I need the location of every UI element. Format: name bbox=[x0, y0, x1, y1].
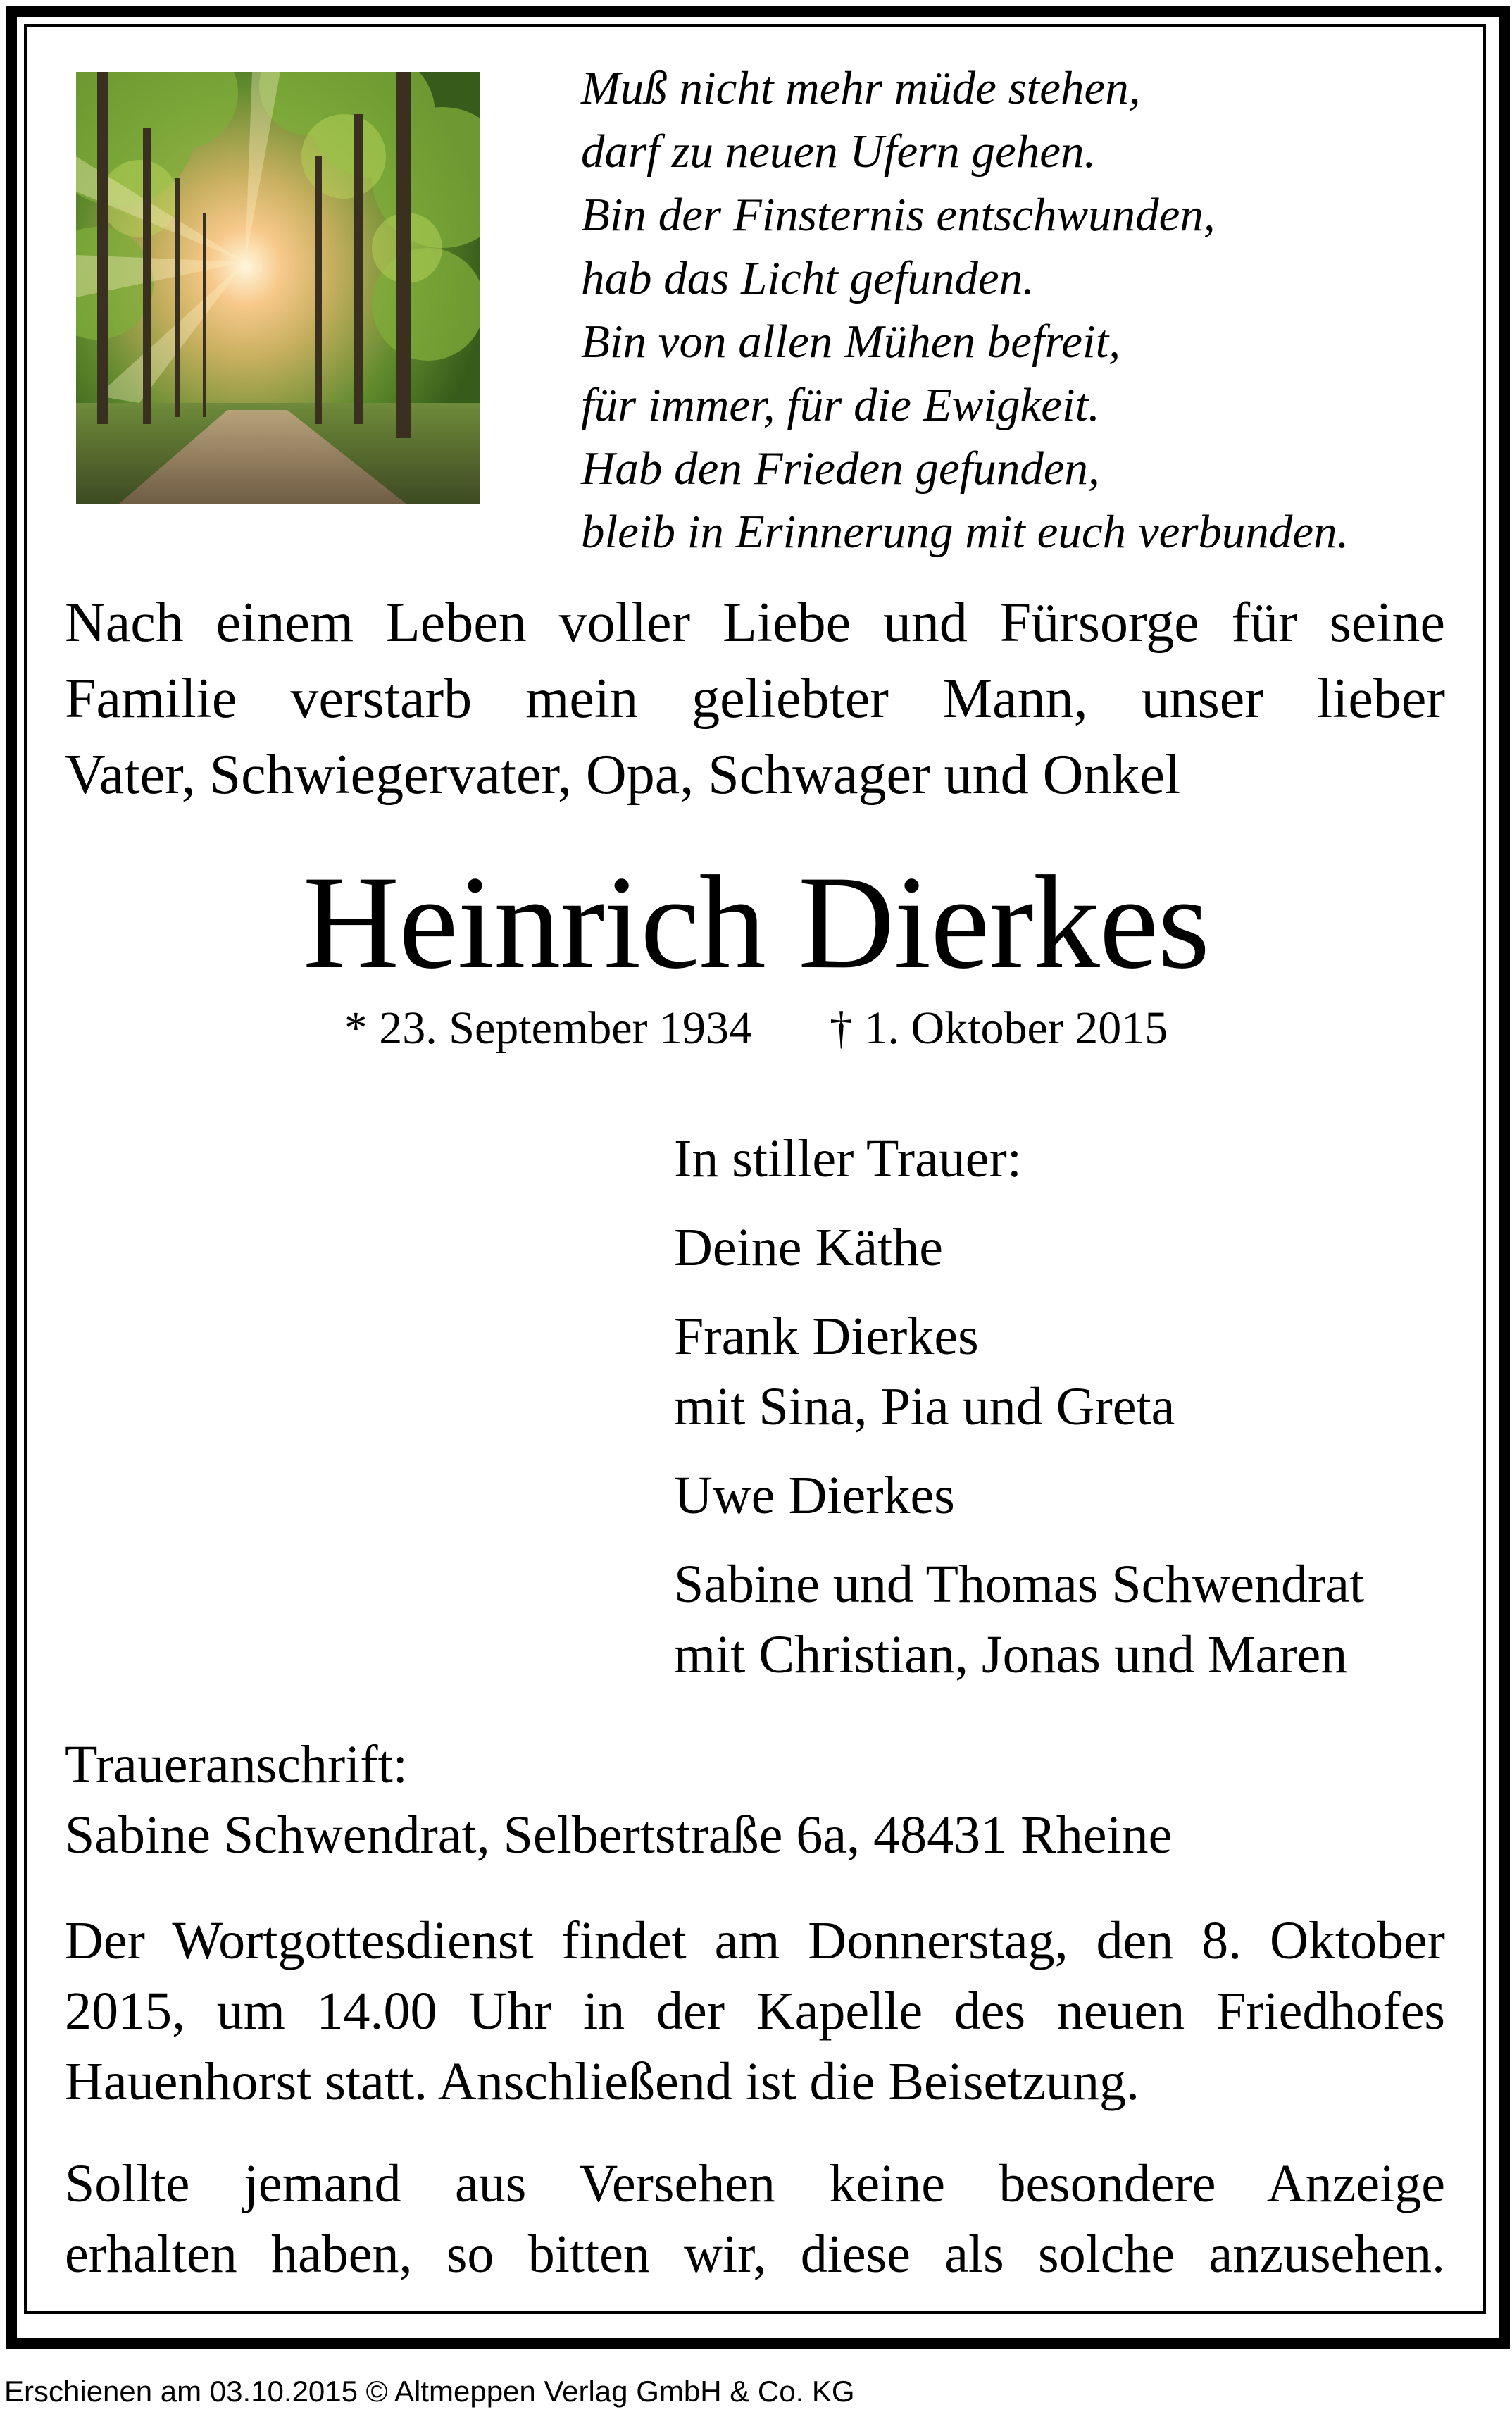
deceased-name: Heinrich Dierkes bbox=[302, 849, 1210, 997]
mourner-line: Frank Dierkes bbox=[674, 1307, 979, 1366]
poem-line: Hab den Frieden gefunden, bbox=[581, 442, 1100, 495]
poem-line: für immer, für die Ewigkeit. bbox=[581, 379, 1100, 431]
forest-sunlight-photo bbox=[76, 72, 480, 504]
poem-line: Bin der Finsternis entschwunden, bbox=[581, 189, 1216, 241]
mourner-line: mit Christian, Jonas und Maren bbox=[674, 1625, 1348, 1684]
forest-photo-graphic bbox=[76, 72, 480, 504]
life-dates bbox=[0, 997, 1512, 1060]
service-line: Der Wortgottesdienst findet am Donnerstag, den 8. Oktober bbox=[65, 1911, 1445, 1970]
mourning-address bbox=[65, 1729, 1445, 1870]
poem-line: Bin von allen Mühen befreit, bbox=[581, 316, 1120, 368]
mourner-line: mit Sina, Pia und Greta bbox=[674, 1377, 1175, 1436]
service-notice bbox=[65, 1906, 1445, 2117]
publication-footer: Erschienen am 03.10.2015 © Altmeppen Verlag GmbH & Co. KG bbox=[4, 2375, 855, 2408]
poem-line: hab das Licht gefunden. bbox=[581, 252, 1035, 304]
poem-line: Muß nicht mehr müde stehen, bbox=[581, 62, 1141, 114]
mourners-heading-group bbox=[674, 1124, 1463, 1194]
service-line: Hauenhorst statt. Anschließend ist die Beisetzung. bbox=[65, 2052, 1140, 2111]
address-label: Traueranschrift: bbox=[65, 1735, 408, 1794]
mourners-heading: In stiller Trauer: bbox=[674, 1129, 1022, 1188]
closing-note bbox=[65, 2149, 1445, 2289]
mourner-line: Sabine und Thomas Schwendrat bbox=[674, 1555, 1365, 1614]
death-date: † 1. Oktober 2015 bbox=[829, 1002, 1168, 1054]
intro-line: Nach einem Leben voller Liebe und Fürsorge für seine bbox=[65, 592, 1445, 654]
intro-text bbox=[65, 585, 1445, 813]
mourner-line: Uwe Dierkes bbox=[674, 1466, 955, 1525]
mourner-group bbox=[674, 1301, 1463, 1442]
service-line: 2015, um 14.00 Uhr in der Kapelle des neuen Friedhofes bbox=[65, 1982, 1445, 2041]
intro-line: Familie verstarb mein geliebter Mann, unser lieber bbox=[65, 668, 1445, 730]
poem-line: bleib in Erinnerung mit euch verbunden. bbox=[581, 506, 1349, 558]
poem-line: darf zu neuen Ufern gehen. bbox=[581, 125, 1096, 178]
mourner-group bbox=[674, 1549, 1463, 1690]
birth-date: * 23. September 1934 bbox=[344, 1002, 752, 1054]
mourner-group bbox=[674, 1212, 1463, 1283]
intro-line: Vater, Schwiegervater, Opa, Schwager und Onkel bbox=[65, 744, 1181, 806]
mourners-list bbox=[674, 1124, 1463, 1708]
closing-line: erhalten haben, so bitten wir, diese als solche anzusehen. bbox=[65, 2225, 1445, 2284]
mourner-group bbox=[674, 1460, 1463, 1531]
address-value: Sabine Schwendrat, Selbertstraße 6a, 48431 Rheine bbox=[65, 1805, 1173, 1865]
memorial-poem bbox=[581, 56, 1461, 564]
closing-line: Sollte jemand aus Versehen keine besondere Anzeige bbox=[65, 2154, 1445, 2213]
mourner-line: Deine Käthe bbox=[674, 1218, 943, 1277]
